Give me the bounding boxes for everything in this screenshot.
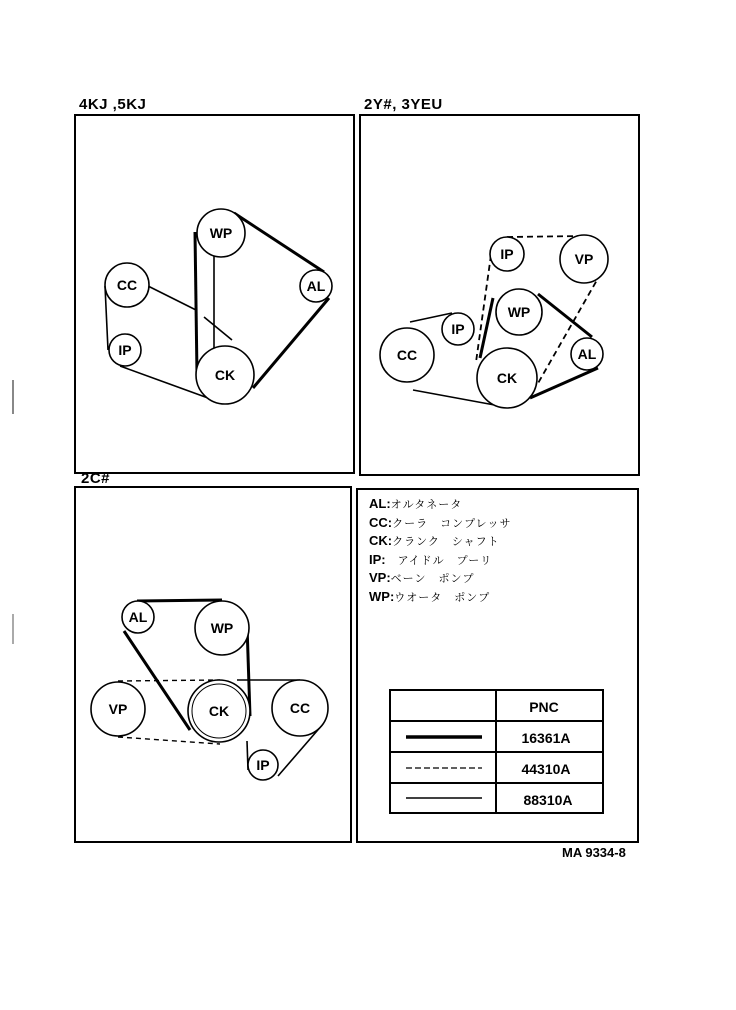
pulley-wp-label: WP: [209, 225, 233, 241]
pulley-ck-label: CK: [496, 370, 518, 386]
panel-title-2c: 2C#: [81, 470, 111, 487]
legend-item: AL:オルタネータ: [369, 496, 463, 511]
pulley-al-label: AL: [306, 278, 326, 294]
pulley-ck-label: CK: [208, 703, 230, 719]
panel-title-4kj-5kj: 4KJ ,5KJ: [79, 96, 147, 113]
panel-frame-2y: [360, 115, 639, 475]
panel-frame-2c: [75, 487, 351, 842]
scan-mark: [12, 380, 14, 414]
pnc-value-3: 88310A: [523, 792, 573, 808]
belt-layout-4kj: [105, 209, 332, 404]
legend-item: WP:ウオータ ポンプ: [369, 588, 491, 604]
pnc-value-1: 16361A: [521, 730, 571, 746]
pulley-cc-label: CC: [289, 700, 311, 716]
belt-layout-2c: [91, 600, 328, 780]
legend-item: CC:クーラ コンプレッサ: [369, 514, 512, 530]
pulley-al-label: AL: [128, 609, 148, 625]
pnc-header: PNC: [529, 699, 559, 715]
legend-item: CK:クランク シャフト: [369, 533, 500, 548]
pulley-ck-label: CK: [214, 367, 236, 383]
scan-mark: [12, 614, 14, 644]
pulley-ip-label: IP: [451, 321, 465, 337]
legend-item: IP: アイドル プーリ: [369, 551, 493, 567]
pulley-cc-label: CC: [116, 277, 138, 293]
belt-layout-2y: [380, 235, 608, 408]
panel-title-2y-3yeu: 2Y#, 3YEU: [364, 96, 443, 113]
pulley-legend: [369, 495, 512, 606]
pulley-vp-label: VP: [108, 701, 128, 717]
pulley-wp-label: WP: [210, 620, 234, 636]
pulley-ip-label: IP: [500, 246, 514, 262]
pulley-cc-label: CC: [396, 347, 418, 363]
pnc-table: [390, 690, 603, 813]
pulley-vp-label: VP: [574, 251, 594, 267]
pnc-value-2: 44310A: [521, 761, 571, 777]
drawing-number: MA 9334-8: [562, 845, 626, 860]
pulley-wp-label: WP: [507, 304, 531, 320]
pulley-ip-label: IP: [118, 342, 132, 358]
legend-item: VP:ベーン ポンプ: [369, 570, 475, 585]
pulley-al-label: AL: [577, 346, 597, 362]
pulley-ip-label: IP: [256, 757, 270, 773]
